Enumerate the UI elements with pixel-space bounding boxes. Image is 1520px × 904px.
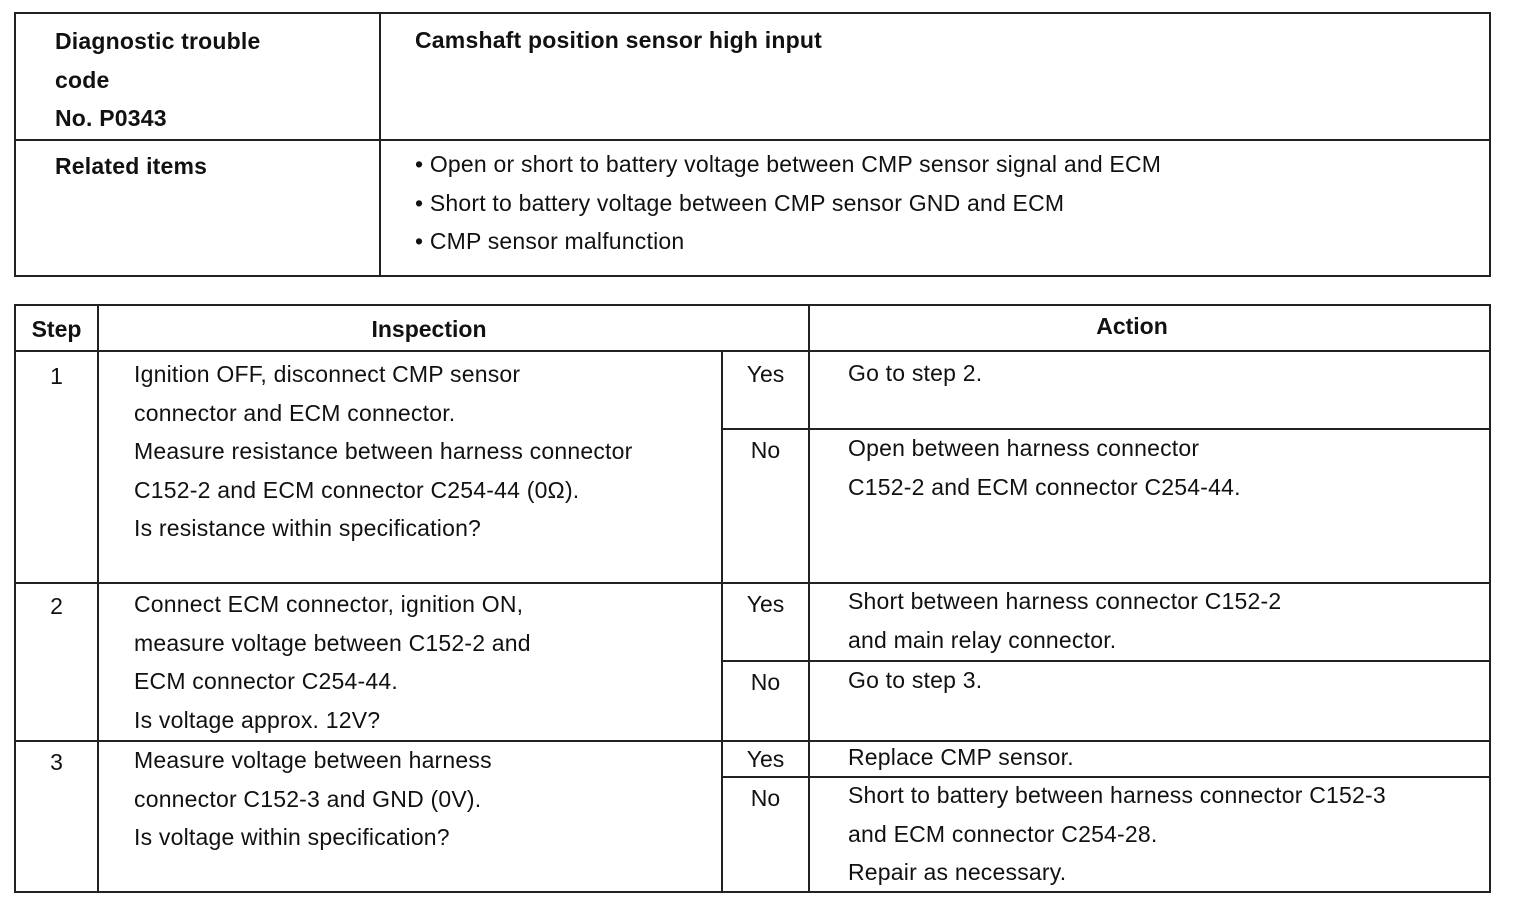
related-items-label: Related items xyxy=(55,153,208,179)
related-item: • Short to battery voltage between CMP sensor GND and ECM xyxy=(415,189,1065,216)
dtc-table-divider xyxy=(379,12,381,277)
dtc-code-number: No. P0343 xyxy=(55,105,167,131)
inspection-text xyxy=(134,355,632,548)
no-label: No xyxy=(750,437,781,463)
no-label: No xyxy=(750,785,781,811)
action-line: Replace CMP sensor. xyxy=(848,744,1074,770)
inspection-line: Is voltage approx. 12V? xyxy=(134,706,381,733)
inspection-line: ECM connector C254-44. xyxy=(134,668,398,694)
inspection-line: connector and ECM connector. xyxy=(134,399,456,426)
inspection-text xyxy=(134,585,531,739)
header-row-divider xyxy=(14,350,1491,352)
inspection-line: Is resistance within specification? xyxy=(134,515,482,541)
related-items-list xyxy=(415,145,1161,261)
yes-label: Yes xyxy=(746,361,785,387)
inspection-line: Measure voltage between harness xyxy=(134,747,492,773)
action-header: Action xyxy=(1096,313,1168,339)
inspection-line: Measure resistance between harness connector xyxy=(134,438,633,464)
inspection-line: Ignition OFF, disconnect CMP sensor xyxy=(134,361,521,387)
yes-label: Yes xyxy=(746,746,785,772)
inspection-line: Is voltage within specification? xyxy=(134,824,450,850)
dtc-code-label-line: Diagnostic trouble xyxy=(55,28,261,54)
inspection-text xyxy=(134,741,492,857)
yes-action xyxy=(848,354,982,393)
step-header: Step xyxy=(31,316,82,342)
action-line: Go to step 3. xyxy=(848,667,983,693)
action-line: Open between harness connector xyxy=(848,435,1200,461)
dtc-code-label-line: code xyxy=(55,66,110,93)
step-number: 1 xyxy=(50,363,63,389)
inspection-line: C152-2 and ECM connector C254-44 (0Ω). xyxy=(134,476,580,503)
related-item: • CMP sensor malfunction xyxy=(415,228,685,254)
action-line: Repair as necessary. xyxy=(848,859,1067,885)
no-action xyxy=(848,661,982,700)
dtc-code-label xyxy=(55,22,261,138)
action-line: and main relay connector. xyxy=(848,626,1117,653)
inspection-header: Inspection xyxy=(371,316,487,342)
inspection-line: Connect ECM connector, ignition ON, xyxy=(134,591,524,617)
related-item: • Open or short to battery voltage between CMP sensor signal and ECM xyxy=(415,151,1162,177)
step-column-divider xyxy=(97,304,99,893)
yes-no-divider xyxy=(721,660,1491,662)
dtc-code-title: Camshaft position sensor high input xyxy=(415,27,822,53)
yes-action xyxy=(848,582,1281,659)
action-line: Go to step 2. xyxy=(848,360,983,386)
no-label: No xyxy=(750,669,781,695)
no-action xyxy=(848,429,1241,506)
no-action xyxy=(848,776,1386,892)
action-line: Short between harness connector C152-2 xyxy=(848,588,1282,614)
action-line: C152-2 and ECM connector C254-44. xyxy=(848,473,1241,500)
yes-action xyxy=(848,738,1074,777)
inspection-line: connector C152-3 and GND (0V). xyxy=(134,785,482,812)
step-number: 2 xyxy=(50,593,63,619)
dtc-table-row-divider xyxy=(14,139,1491,141)
action-column-divider xyxy=(808,304,810,893)
action-line: and ECM connector C254-28. xyxy=(848,820,1158,847)
inspection-line: measure voltage between C152-2 and xyxy=(134,629,531,656)
step-number: 3 xyxy=(50,749,63,775)
action-line: Short to battery between harness connector C152-3 xyxy=(848,782,1386,808)
yes-label: Yes xyxy=(746,591,785,617)
